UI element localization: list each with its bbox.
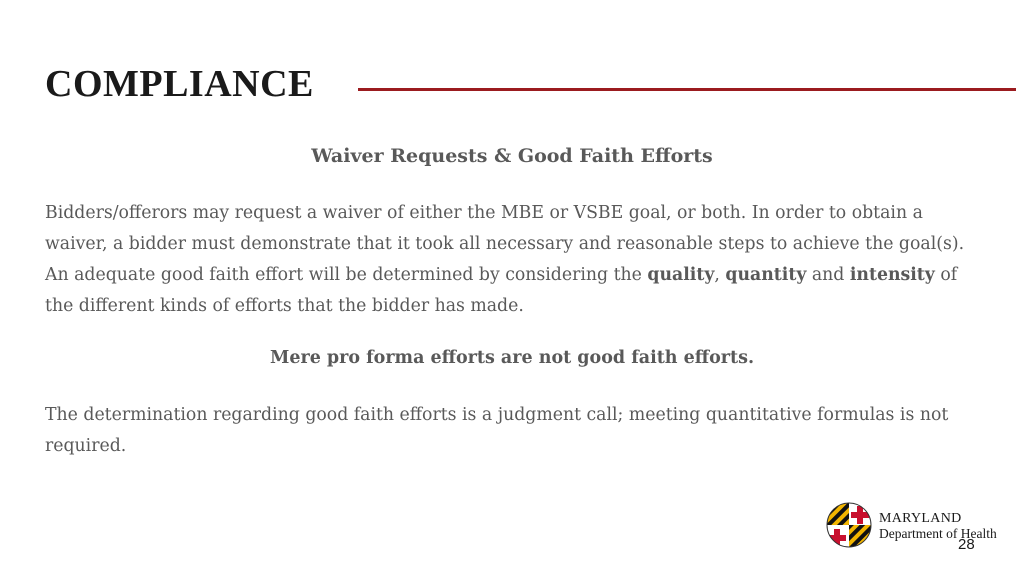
bold-quantity: quantity xyxy=(725,265,807,285)
paragraph-1-sep1: , xyxy=(714,265,726,285)
slide-title: COMPLIANCE xyxy=(45,63,314,105)
paragraph-1-sep2: and xyxy=(806,265,850,285)
title-rule xyxy=(358,88,1016,91)
paragraph-1-outro: of the different kinds of efforts that the bidder has made. xyxy=(45,265,958,316)
logo-department-text: Department of Health xyxy=(879,526,997,541)
body-paragraph-1 xyxy=(45,198,990,322)
emphasis-statement: Mere pro forma efforts are not good faith efforts. xyxy=(269,348,755,368)
slide-subtitle: Waiver Requests & Good Faith Efforts xyxy=(311,145,713,167)
bold-intensity: intensity xyxy=(849,265,935,285)
body-paragraph-2: The determination regarding good faith efforts is a judgment call; meeting quantitative formulas is not required. xyxy=(45,405,949,456)
maryland-health-logo xyxy=(826,502,1016,552)
logo-maryland-text: MARYLAND xyxy=(879,511,962,526)
paragraph-1-intro: Bidders/offerors may request a waiver of either the MBE or VSBE goal, or both. In order to obtain a waiver, a bidder must demonstrate that it took all necessary and reasonable steps to achieve the goal(s). An adequate good faith effort will be determined by considering the xyxy=(45,203,965,285)
page-number: 28 xyxy=(958,536,975,553)
bold-quality: quality xyxy=(647,265,715,285)
maryland-flag-seal-icon xyxy=(826,502,872,548)
